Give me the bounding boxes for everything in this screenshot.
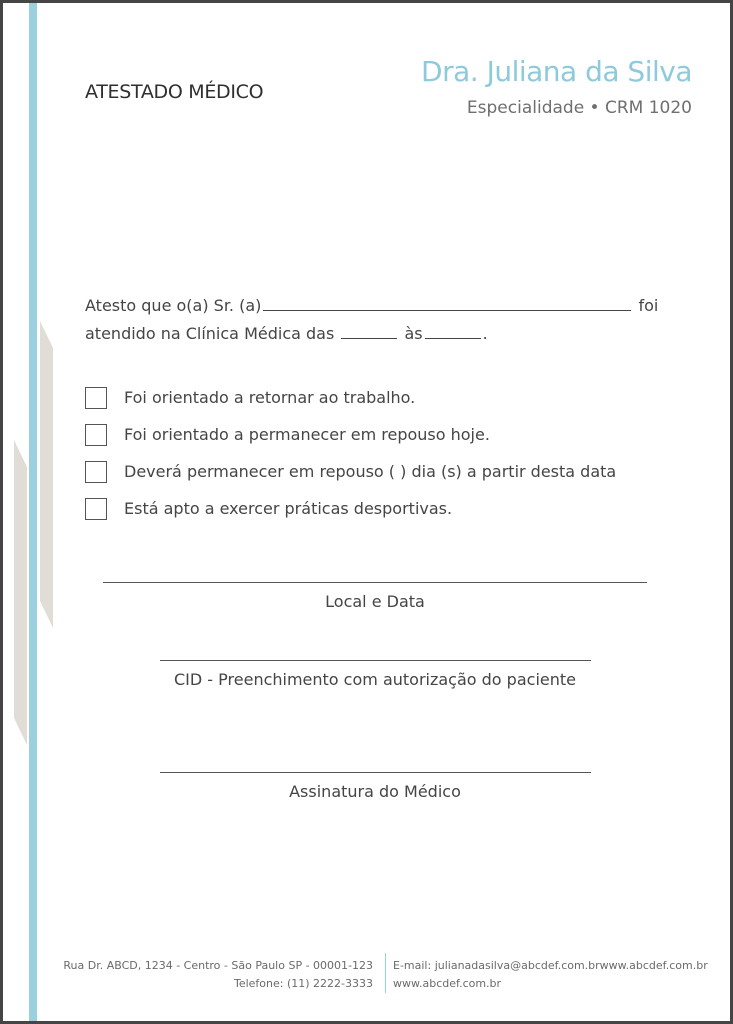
footer-website: www.abcdef.com.br [393, 977, 502, 990]
attestation-line-1 [85, 296, 675, 324]
check-item-return-work [85, 379, 685, 416]
footer-contact-block [393, 957, 708, 993]
footer-phone: Telefone: (11) 2222-3333 [233, 977, 373, 990]
cid-line[interactable] [160, 660, 591, 661]
decor-stripe-lower [14, 440, 27, 745]
checkbox-sports[interactable] [85, 498, 107, 520]
start-time-field[interactable] [341, 324, 397, 339]
doctor-signature-line[interactable] [160, 772, 591, 773]
footer-address: Rua Dr. ABCD, 1234 - Centro - São Paulo SP - 00001-123 [63, 959, 373, 972]
footer-divider [385, 953, 386, 993]
document-title: ATESTADO MÉDICO [85, 81, 264, 103]
check-label-rest-days: Deverá permanecer em repouso ( ) dia (s) a partir desta data [124, 462, 617, 481]
attestation-text-clinic: atendido na Clínica Médica das [85, 324, 335, 343]
options-checklist [85, 379, 685, 527]
local-date-label: Local e Data [325, 592, 425, 611]
checkbox-return-work[interactable] [85, 387, 107, 409]
checkbox-rest-today[interactable] [85, 424, 107, 446]
check-item-rest-today [85, 416, 685, 453]
check-label-return-work: Foi orientado a retornar ao trabalho. [124, 388, 416, 407]
doctor-specialty: Especialidade • CRM 1020 [466, 98, 692, 118]
cid-label: CID - Preenchimento com autorização do paciente [174, 670, 576, 689]
footer-address-block [63, 957, 373, 993]
checkbox-rest-days[interactable] [85, 461, 107, 483]
attestation-text-start: Atesto que o(a) Sr. (a) [85, 296, 262, 315]
check-label-rest-today: Foi orientado a permanecer em repouso hoje. [124, 425, 490, 444]
attestation-text-as: às [404, 324, 423, 343]
decorative-stripes [3, 3, 63, 1024]
attestation-text-period: . [482, 324, 488, 343]
attestation-line-2 [85, 324, 675, 352]
check-item-sports [85, 490, 685, 527]
decor-stripe-upper [40, 321, 53, 628]
end-time-field[interactable] [425, 324, 481, 339]
attestation-paragraph [85, 296, 675, 352]
footer-email: E-mail: julianadasilva@abcdef.com.brwww.abcdef.com.br [393, 959, 708, 972]
local-date-line[interactable] [103, 582, 647, 583]
check-label-sports: Está apto a exercer práticas desportivas. [124, 499, 453, 518]
patient-name-field[interactable] [263, 296, 631, 311]
doctor-signature-label: Assinatura do Médico [289, 782, 461, 801]
check-item-rest-days [85, 453, 685, 490]
doctor-name: Dra. Juliana da Silva [421, 55, 692, 88]
attestation-text-foi: foi [638, 296, 659, 315]
